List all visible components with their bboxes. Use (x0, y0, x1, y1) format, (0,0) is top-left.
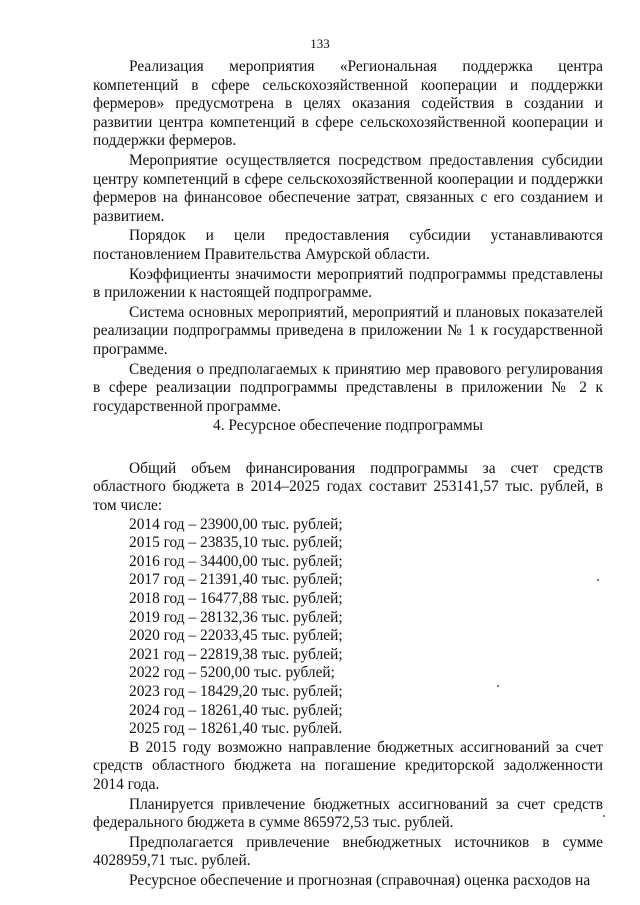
page-number: 133 (310, 36, 330, 51)
scan-speck (497, 685, 499, 687)
paragraph-resource-estimate: Ресурсное обеспечение и прогнозная (справочная) оценка расходов на (129, 871, 591, 889)
list-item: 2019 год – 28132,36 тыс. рублей; (129, 608, 343, 626)
page-content (93, 58, 603, 891)
paragraph-subsidy-procedure: Порядок и цели предоставления субсидии устанавливаются постановлением Правительства Амурской области. (93, 227, 603, 263)
list-item: 2023 год – 18429,20 тыс. рублей; (129, 683, 343, 700)
list-item: 2014 год – 23900,00 тыс. рублей; (129, 515, 343, 533)
paragraph-subsidy-mechanism: Мероприятие осуществляется посредством предоставления субсидии центру компетенций в сфере сельскохозяйственной кооперации и поддержки фермеров на финансовое обеспечение затрат, связанных с его созданием и развитием. (93, 151, 603, 225)
scan-speck (603, 815, 605, 817)
list-item: 2016 год – 34400,00 тыс. рублей; (129, 552, 343, 570)
yearly-funding-list (93, 516, 603, 739)
list-item: 2022 год – 5200,00 тыс. рублей; (129, 664, 335, 682)
list-item: 2018 год – 16477,88 тыс. рублей; (129, 590, 343, 608)
list-item: 2015 год – 23835,10 тыс. рублей; (129, 534, 343, 552)
paragraph-measures-system: Система основных мероприятий, мероприятий и плановых показателей реализации подпрограммы приведена в приложении № 1 к государственной программе. (93, 303, 603, 358)
list-item: 2025 год – 18261,40 тыс. рублей. (129, 720, 343, 738)
paragraph-funding-intro: Общий объем финансирования подпрограммы за счет средств областного бюджета в 2014–2025 годах составит 253141,57 тыс. рублей, в том числе: (93, 459, 603, 515)
scan-speck (597, 579, 599, 581)
list-item: 2017 год – 21391,40 тыс. рублей; (129, 571, 343, 589)
paragraph-legal-regulation: Сведения о предполагаемых к принятию мер правового регулирования в сфере реализации подпрограммы представлены в приложении № 2 к государственной программе. (93, 360, 603, 415)
paragraph-competence-center: Реализация мероприятия «Региональная поддержка центра компетенций в сфере сельскохозяйственной кооперации и поддержки фермеров» предусмотрена в целях оказания содействия в создании и развитии центра компетенций в сфере сельскохозяйственной кооперации и поддержки фермеров. (93, 58, 603, 150)
list-item: 2020 год – 22033,45 тыс. рублей; (129, 627, 343, 645)
paragraph-extrabudgetary: Предполагается привлечение внебюджетных источников в сумме 4028959,71 тыс. рублей. (93, 833, 603, 870)
section-heading: 4. Ресурсное обеспечение подпрограммы (213, 417, 483, 435)
paragraph-significance-coefficients: Коэффициенты значимости мероприятий подпрограммы представлены в приложении к настоящей подпрограмме. (93, 265, 603, 302)
paragraph-creditor-debt: В 2015 году возможно направление бюджетных ассигнований за счет средств областного бюджета на погашение кредиторской задолженности 2014 года. (93, 738, 603, 793)
list-item: 2021 год – 22819,38 тыс. рублей; (129, 645, 343, 663)
paragraph-federal-budget: Планируется привлечение бюджетных ассигнований за счет средств федерального бюджета в сумме 865972,53 тыс. рублей. (93, 795, 603, 832)
list-item: 2024 год – 18261,40 тыс. рублей; (129, 701, 343, 719)
